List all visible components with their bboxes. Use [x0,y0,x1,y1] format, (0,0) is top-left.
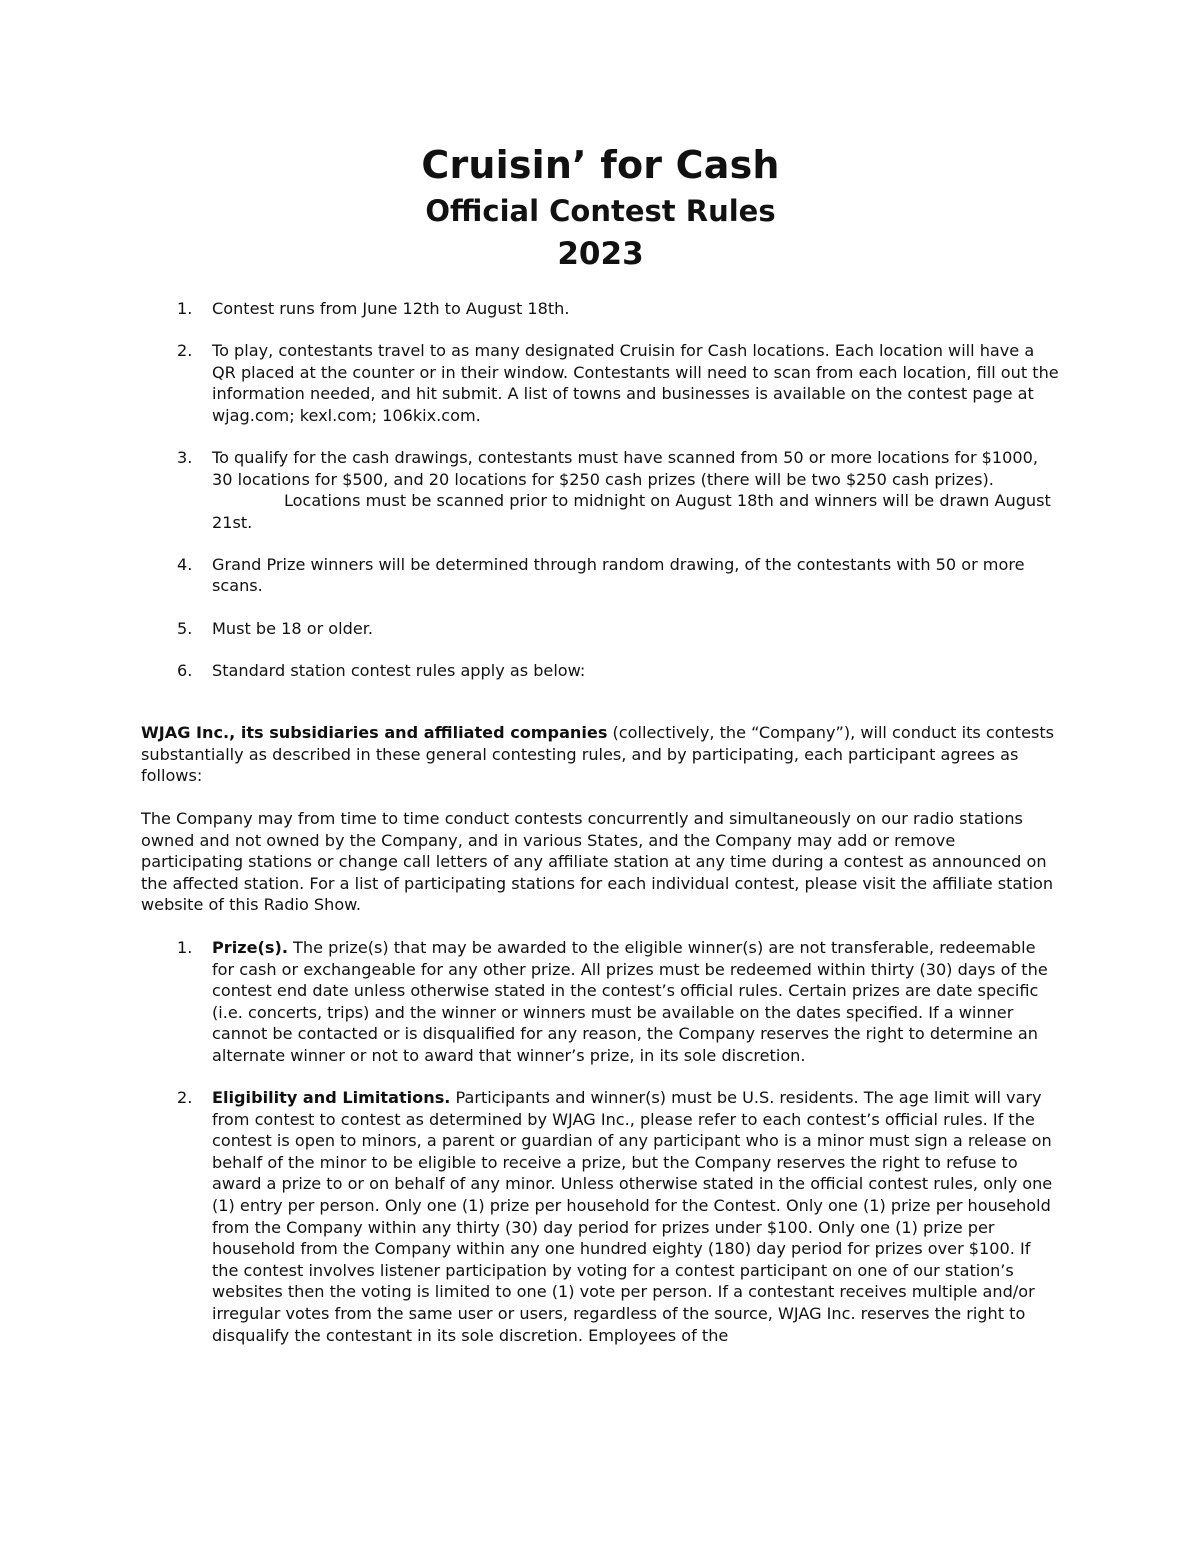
list-text: Contest runs from June 12th to August 18th. [212,299,570,318]
contest-rules-list [141,298,1060,681]
document-title: Cruisin’ for Cash [421,143,780,187]
list-text: Grand Prize winners will be determined through random drawing, of the contestants with 50 or more scans. [212,554,1025,596]
list-text: Participants and winner(s) must be U.S. residents. The age limit will vary from contest to contest as determined by WJAG Inc., please refer to each contest’s official rules. If the contest is open to minors, a parent or guardian of any participant who is a minor must sign a release on behalf of the minor to be eligible to receive a prize, but the Company reserves the right to refuse to award a prize to or on behalf of any minor. Unless otherwise stated in the official contest rules, only one (1) entry per person. Only one (1) prize per household for the Contest. Only one (1) prize per household from the Company within any thirty (30) day period for prizes under $100. Only one (1) prize per household from the Company within any one hundred eighty (180) day period for prizes over $100. If the contest involves listener participation by voting for a contest participant on one of our station’s websites then the voting is limited to one (1) vote per person. If a contestant receives multiple and/or irregular votes from the same user or users, regardless of the source, WJAG Inc. reserves the right to disqualify the contestant in its sole discretion. Employees of the [212,1088,1053,1345]
list-number: 4. [177,554,193,574]
list-number: 1. [177,937,193,957]
list-text-continued [212,490,1060,533]
document-year: 2023 [557,236,644,272]
general-intro-paragraph [141,722,1060,787]
general-paragraph: The Company may from time to time conduct contests concurrently and simultaneously on our radio stations owned and not owned by the Company, and in various States, and the Company may add or remove participating stations or change call letters of any affiliate station at any time during a contest as announced on the affected station. For a list of participating stations for each individual contest, please visit the affiliate station website of this Radio Show. [141,809,1054,915]
list-number: 3. [177,447,193,467]
document-subtitle: Official Contest Rules [425,194,776,228]
list-item [141,554,1060,597]
company-name: WJAG Inc., its subsidiaries and affiliated companies [141,723,608,743]
list-item [141,937,1060,1067]
list-text: To play, contestants travel to as many designated Cruisin for Cash locations. Each location will have a QR placed at the counter or in their window. Contestants will need to scan from each location, fill out the information needed, and hit submit. A list of towns and businesses is available on the contest page at wjag.com; kexl.com; 106kix.com. [212,341,1059,425]
list-item [141,298,1060,320]
list-text: The prize(s) that may be awarded to the eligible winner(s) are not transferable, redeemable for cash or exchangeable for any other prize. All prizes must be redeemed within thirty (30) days of the contest end date unless otherwise stated in the contest’s official rules. Certain prizes are date specific (i.e. concerts, trips) and the winner or winners must be available on the dates specified. If a winner cannot be contacted or is disqualified for any reason, the Company reserves the right to determine an alternate winner or not to award that winner’s prize, in its sole discretion. [212,937,1048,1065]
list-item [141,447,1060,533]
document-header [141,140,1060,276]
list-text-wrap [212,1088,1052,1345]
list-text: Must be 18 or older. [212,618,373,638]
list-text-wrap [212,938,1048,1065]
list-number: 2. [177,1088,193,1108]
list-item [141,340,1060,426]
list-number: 1. [177,299,193,318]
intro-text: (collectively, the “Company”), will conduct its contests substantially as described in these general contesting rules, and by participating, each participant agrees as follows: [141,723,1055,786]
list-text-continued-content: Locations must be scanned prior to midnight on August 18th and winners will be drawn August 21st. [212,491,1051,532]
general-rules-list [141,937,1060,1346]
list-number: 2. [177,341,193,361]
section-spacer [141,681,1060,722]
list-number: 6. [177,660,193,680]
list-item [141,618,1060,640]
list-text: To qualify for the cash drawings, contestants must have scanned from 50 or more locations for $1000, 30 locations for $500, and 20 locations for $250 cash prizes (there will be two $250 cash prizes). [212,447,1038,489]
list-item [141,660,1060,682]
list-item [141,1087,1060,1346]
list-number: 5. [177,618,193,638]
list-text: Standard station contest rules apply as below: [212,660,586,680]
list-heading: Eligibility and Limitations. [212,1088,451,1108]
list-heading: Prize(s). [212,937,288,957]
